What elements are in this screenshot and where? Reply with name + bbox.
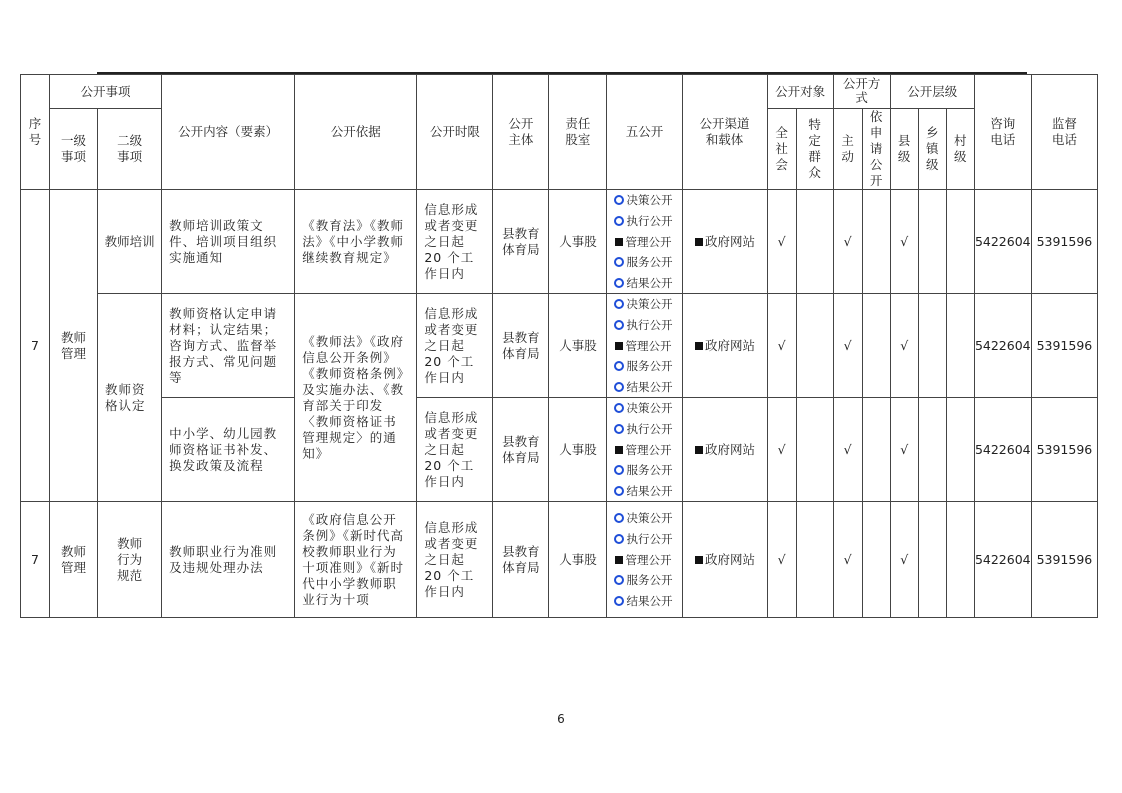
- five-public-label: 服务公开: [626, 359, 673, 374]
- five-public-item: [614, 570, 672, 591]
- circle-icon: [614, 216, 624, 226]
- row-level-county: √: [890, 190, 918, 294]
- square-icon: [695, 342, 703, 350]
- header-office: 责任股室: [549, 75, 607, 190]
- row-content: 教师资格认定申请材料；认定结果；咨询方式、监督举报方式、常见问题等: [162, 294, 295, 398]
- row-level-county: √: [890, 502, 918, 618]
- row-five-public: [607, 294, 682, 398]
- five-public-item: [614, 252, 672, 273]
- header-time-limit: 公开时限: [417, 75, 493, 190]
- square-icon: [695, 446, 703, 454]
- row-content: 中小学、幼儿园教师资格证书补发、换发政策及流程: [162, 398, 295, 502]
- row-seq: 7: [21, 502, 50, 618]
- circle-icon: [614, 382, 624, 392]
- row-basis: 《教师法》《政府信息公开条例》《教师资格条例》及实施办法、《教育部关于印发〈教师资格证书管理规定〉的通知》: [295, 294, 417, 502]
- row-mode-request: [862, 190, 890, 294]
- five-public-item: [614, 272, 672, 293]
- five-public-label: 决策公开: [626, 401, 673, 416]
- row-mode-request: [862, 398, 890, 502]
- five-public-label: 管理公开: [625, 552, 672, 567]
- five-public-item: [614, 190, 672, 211]
- row-audience-specific: [796, 398, 833, 502]
- five-public-item: [614, 480, 672, 501]
- table-row: [21, 502, 1098, 618]
- row-consult-phone: 5422604: [974, 294, 1031, 398]
- row-level1: 教师管理: [50, 502, 98, 618]
- row-five-public: [607, 190, 682, 294]
- row-audience-all: √: [767, 294, 796, 398]
- five-public-item: [614, 419, 672, 440]
- row-supervise-phone: 5391596: [1031, 294, 1097, 398]
- five-public-label: 服务公开: [626, 255, 673, 270]
- header-level2: 二级事项: [98, 109, 162, 190]
- table-row: [21, 190, 1098, 294]
- row-level-county: √: [890, 294, 918, 398]
- five-public-label: 结果公开: [626, 275, 673, 290]
- header-content: 公开内容（要素）: [162, 75, 295, 190]
- header-items-group: 公开事项: [50, 75, 162, 109]
- page-number: 6: [557, 712, 565, 726]
- five-public-item: [614, 335, 671, 356]
- five-public-label: 执行公开: [626, 531, 673, 546]
- row-basis: 《教育法》《教师法》《中小学教师继续教育规定》: [295, 190, 417, 294]
- five-public-item: [614, 315, 672, 336]
- header-audience-specific: 特定群众: [796, 109, 833, 190]
- header-subject: 公开主体: [493, 75, 549, 190]
- square-icon: [615, 342, 623, 350]
- five-public-label: 结果公开: [626, 483, 673, 498]
- circle-icon: [614, 257, 624, 267]
- row-audience-all: √: [767, 190, 796, 294]
- row-time-limit: 信息形成或者变更之日起 20 个工作日内: [417, 398, 493, 502]
- square-icon: [615, 446, 623, 454]
- row-office: 人事股: [549, 190, 607, 294]
- row-subject: 县教育体育局: [493, 190, 549, 294]
- five-public-item: [614, 508, 672, 529]
- row-supervise-phone: 5391596: [1031, 190, 1097, 294]
- square-icon: [615, 556, 623, 564]
- square-icon: [615, 238, 623, 246]
- header-level-group: 公开层级: [890, 75, 974, 109]
- row-mode-request: [862, 294, 890, 398]
- circle-icon: [614, 596, 624, 606]
- five-public-label: 管理公开: [625, 234, 672, 249]
- circle-icon: [614, 465, 624, 475]
- square-icon: [695, 556, 703, 564]
- header-five-public: 五公开: [607, 75, 682, 190]
- circle-icon: [614, 278, 624, 288]
- header-seq: 序号: [21, 75, 50, 190]
- row-time-limit: 信息形成或者变更之日起 20 个工作日内: [417, 190, 493, 294]
- row-office: 人事股: [549, 294, 607, 398]
- header-level-village: 村级: [946, 109, 974, 190]
- circle-icon: [614, 320, 624, 330]
- five-public-label: 管理公开: [625, 338, 672, 353]
- circle-icon: [614, 534, 624, 544]
- five-public-item: [614, 460, 672, 481]
- square-icon: [695, 238, 703, 246]
- header-audience-all: 全社会: [767, 109, 796, 190]
- row-consult-phone: 5422604: [974, 190, 1031, 294]
- header-mode-active: 主动: [833, 109, 862, 190]
- five-public-label: 服务公开: [626, 463, 673, 478]
- row-level-town: [918, 502, 946, 618]
- header-level1: 一级事项: [50, 109, 98, 190]
- row-level2: 教师行为规范: [98, 502, 162, 618]
- header-channel: 公开渠道和载体: [682, 75, 767, 190]
- row-channel: 政府网站: [682, 398, 767, 502]
- circle-icon: [614, 299, 624, 309]
- header-level-county: 县级: [890, 109, 918, 190]
- row-consult-phone: 5422604: [974, 502, 1031, 618]
- row-level-village: [946, 398, 974, 502]
- five-public-label: 执行公开: [626, 213, 673, 228]
- row-audience-specific: [796, 190, 833, 294]
- header-level-town: 乡镇级: [918, 109, 946, 190]
- row-audience-specific: [796, 294, 833, 398]
- five-public-item: [614, 356, 672, 377]
- circle-icon: [614, 513, 624, 523]
- five-public-label: 管理公开: [625, 442, 672, 457]
- row-audience-all: √: [767, 398, 796, 502]
- row-mode-request: [862, 502, 890, 618]
- row-mode-active: √: [833, 398, 862, 502]
- row-mode-active: √: [833, 294, 862, 398]
- row-level2: 教师培训: [98, 190, 162, 294]
- row-content: 教师职业行为准则及违规处理办法: [162, 502, 295, 618]
- circle-icon: [614, 195, 624, 205]
- five-public-item: [614, 398, 672, 419]
- row-channel: 政府网站: [682, 502, 767, 618]
- five-public-label: 执行公开: [626, 421, 673, 436]
- header-mode-group: 公开方式: [833, 75, 890, 109]
- row-subject: 县教育体育局: [493, 294, 549, 398]
- row-seq: 7: [21, 190, 50, 502]
- circle-icon: [614, 403, 624, 413]
- table-row: [21, 294, 1098, 398]
- five-public-item: [614, 231, 671, 252]
- header-mode-request: 依申请公开: [862, 109, 890, 190]
- header-supervise-phone: 监督电话: [1031, 75, 1097, 190]
- five-public-item: [614, 590, 672, 611]
- row-level-village: [946, 190, 974, 294]
- circle-icon: [614, 575, 624, 585]
- five-public-label: 决策公开: [626, 193, 673, 208]
- five-public-item: [614, 294, 672, 315]
- row-five-public: [607, 398, 682, 502]
- row-level2: 教师资格认定: [98, 294, 162, 502]
- five-public-label: 结果公开: [626, 593, 673, 608]
- row-audience-specific: [796, 502, 833, 618]
- row-level1: 教师管理: [50, 190, 98, 502]
- row-consult-phone: 5422604: [974, 398, 1031, 502]
- disclosure-table: [20, 74, 1098, 618]
- row-mode-active: √: [833, 502, 862, 618]
- row-time-limit: 信息形成或者变更之日起 20 个工作日内: [417, 502, 493, 618]
- five-public-label: 决策公开: [626, 511, 673, 526]
- five-public-item: [614, 211, 672, 232]
- row-supervise-phone: 5391596: [1031, 398, 1097, 502]
- row-level-town: [918, 190, 946, 294]
- row-basis: 《政府信息公开条例》《新时代高校教师职业行为十项准则》《新时代中小学教师职业行为十项: [295, 502, 417, 618]
- five-public-label: 结果公开: [626, 379, 673, 394]
- row-level-village: [946, 502, 974, 618]
- row-subject: 县教育体育局: [493, 502, 549, 618]
- row-level-village: [946, 294, 974, 398]
- row-office: 人事股: [549, 398, 607, 502]
- row-content: 教师培训政策文件、培训项目组织实施通知: [162, 190, 295, 294]
- five-public-label: 服务公开: [626, 573, 673, 588]
- circle-icon: [614, 361, 624, 371]
- row-subject: 县教育体育局: [493, 398, 549, 502]
- five-public-item: [614, 549, 671, 570]
- row-level-town: [918, 294, 946, 398]
- header-basis: 公开依据: [295, 75, 417, 190]
- row-five-public: [607, 502, 682, 618]
- row-mode-active: √: [833, 190, 862, 294]
- row-audience-all: √: [767, 502, 796, 618]
- row-supervise-phone: 5391596: [1031, 502, 1097, 618]
- table-row: [21, 398, 1098, 502]
- header-row-1: [21, 75, 1098, 109]
- header-consult-phone: 咨询电话: [974, 75, 1031, 190]
- row-office: 人事股: [549, 502, 607, 618]
- row-channel: 政府网站: [682, 294, 767, 398]
- five-public-item: [614, 376, 672, 397]
- row-level-county: √: [890, 398, 918, 502]
- five-public-item: [614, 529, 672, 550]
- five-public-label: 决策公开: [626, 297, 673, 312]
- row-time-limit: 信息形成或者变更之日起 20 个工作日内: [417, 294, 493, 398]
- five-public-label: 执行公开: [626, 317, 673, 332]
- row-channel: 政府网站: [682, 190, 767, 294]
- five-public-item: [614, 439, 671, 460]
- header-audience-group: 公开对象: [767, 75, 833, 109]
- circle-icon: [614, 486, 624, 496]
- circle-icon: [614, 424, 624, 434]
- row-level-town: [918, 398, 946, 502]
